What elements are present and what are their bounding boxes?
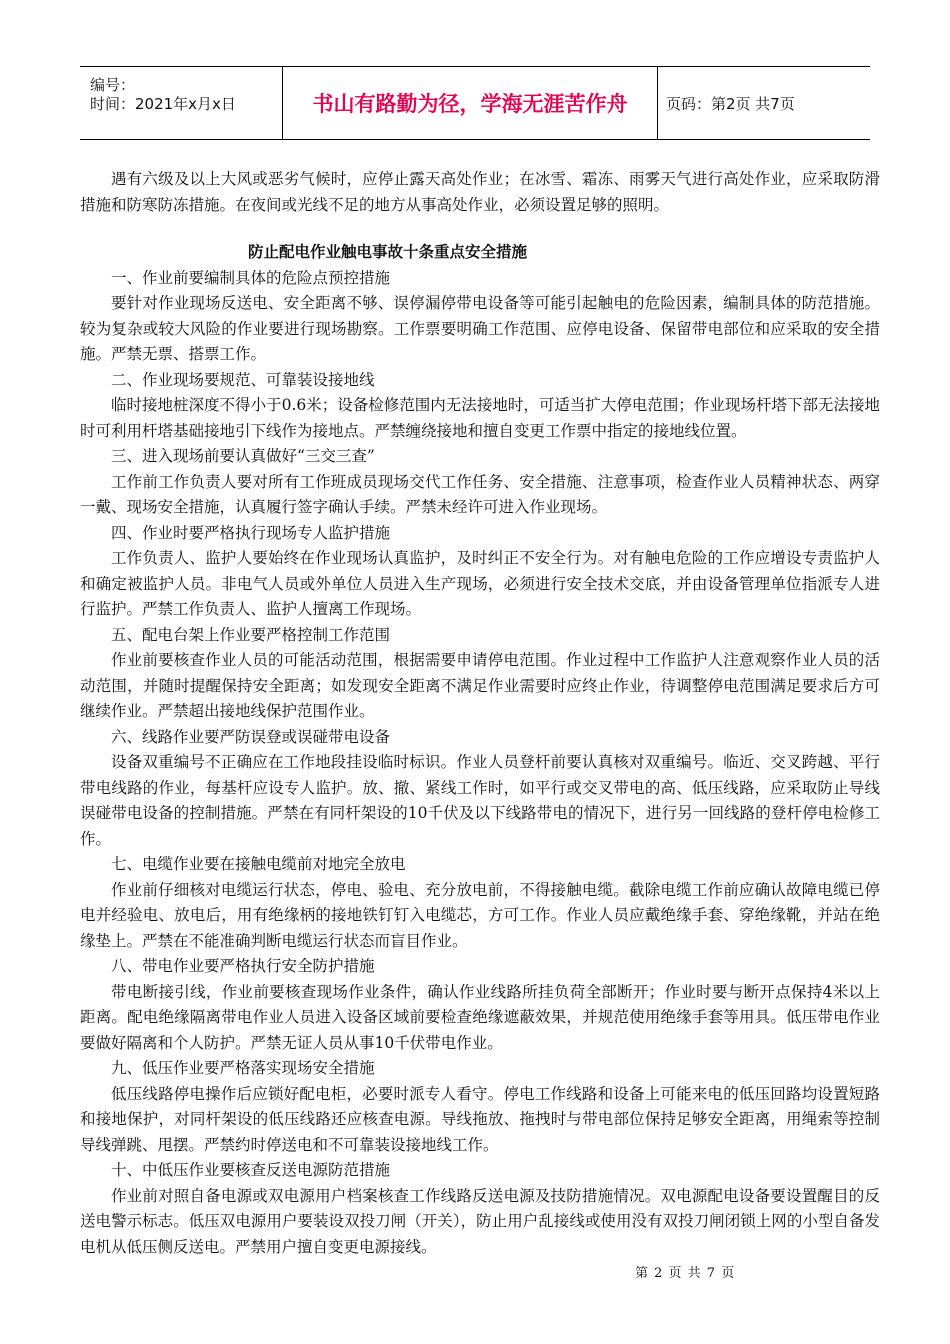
section-heading: 三、进入现场前要认真做好“三交三查”: [111, 447, 375, 465]
section-body: 设备双重编号不正确应在工作地段挂设临时标识。作业人员登杆前要认真核对双重编号。临近、交叉跨越、平行带电线路的作业，每基杆应设专人监护。放、撤、紧线工作时，如平行或交叉带电的高、低压线路，应采取防止导线误碰带电设备的控制措施。严禁在有同杆架设的10千伏及以下线路带电的情况下，进行另一回线路的登杆停电检修工作。: [80, 753, 880, 848]
section-heading: 八、带电作业要严格执行安全防护措施: [111, 957, 375, 975]
section-body: 工作负责人、监护人要始终在作业现场认真监护，及时纠正不安全行为。对有触电危险的工作应增设专责监护人和确定被监护人员。非电气人员或外单位人员进入生产现场，必须进行安全技术交底，并由设备管理单位指派专人进行监护。严禁工作负责人、监护人擅离工作现场。: [80, 549, 880, 618]
section-heading: 五、配电台架上作业要严格控制工作范围: [111, 625, 391, 644]
number-label: 编号：: [90, 76, 136, 94]
header-meta: [80, 67, 283, 139]
section-body: 作业前对照自备电源或双电源用户档案核查工作线路反送电源及技防措施情况。双电源配电设备要设置醒目的反送电警示标志。低压双电源用户要装设双投刀闸（开关），防止用户乱接线或使用没有双投刀闸闭锁上网的小型自备发电机从低压侧反送电。严禁用户擅自变更电源接线。: [80, 1186, 880, 1256]
section-body: 带电断接引线，作业前要核查现场作业条件，确认作业线路所挂负荷全部断开；作业时要与断开点保持4米以上距离。配电绝缘隔离带电作业人员进入设备区域前要检查绝缘遮蔽效果，并规范使用绝缘手套等用具。低压带电作业要做好隔离和个人防护。严禁无证人员从事10千伏带电作业。: [80, 982, 880, 1052]
document-body: [80, 167, 880, 1260]
page-footer: 第 2 页 共 7 页: [635, 1266, 736, 1281]
section-heading: 十、中低压作业要核查反送电源防范措施: [111, 1161, 391, 1179]
page-header: [80, 66, 870, 140]
section-heading: 二、作业现场要规范、可靠装设接地线: [111, 370, 375, 389]
section-heading: 七、电缆作业要在接触电缆前对地完全放电: [111, 855, 406, 873]
section-body: 要针对作业现场反送电、安全距离不够、误停漏停带电设备等可能引起触电的危险因素，编制具体的防范措施。较为复杂或较大风险的作业要进行现场勘察。工作票要明确工作范围、应停电设备、保留带电部位和应采取的安全措施。严禁无票、搭票工作。: [80, 294, 880, 363]
section-body: 工作前工作负责人要对所有工作班成员现场交代工作任务、安全措施、注意事项，检查作业人员精神状态、两穿一戴、现场安全措施，认真履行签字确认手续。严禁未经许可进入作业现场。: [80, 472, 880, 516]
header-page-info: 页码：第2页 共7页: [666, 94, 795, 113]
section-heading: 一、作业前要编制具体的危险点预控措施: [111, 268, 391, 287]
header-motto: 书山有路勤为径，学海无涯苦作舟: [283, 67, 658, 139]
time-label: 时间：2021年x月x日: [90, 95, 236, 113]
section-body: 临时接地桩深度不得小于0.6米；设备检修范围内无法接地时，可适当扩大停电范围；作业现场杆塔下部无法接地时可利用杆塔基础接地引下线作为接地点。严禁缠绕接地和擅自变更工作票中指定的接地线位置。: [80, 396, 880, 440]
section-body: 作业前仔细核对电缆运行状态，停电、验电、充分放电前，不得接触电缆。截除电缆工作前应确认故障电缆已停电并经验电、放电后，用有绝缘柄的接地铁钉钉入电缆芯，方可工作。作业人员应戴绝缘手套、穿绝缘靴，并站在绝缘垫上。严禁在不能准确判断电缆运行状态而盲目作业。: [80, 880, 880, 950]
section-heading: 六、线路作业要严防误登或误碰带电设备: [111, 727, 391, 746]
document-title: 防止配电作业触电事故十条重点安全措施: [248, 243, 528, 261]
section-body: 作业前要核查作业人员的可能活动范围，根据需要申请停电范围。作业过程中工作监护人注意观察作业人员的活动范围，并随时提醒保持安全距离；如发现安全距离不满足作业需要时应终止作业，待调整停电范围满足要求后方可继续作业。严禁超出接地线保护范围作业。: [80, 651, 880, 720]
section-heading: 四、作业时要严格执行现场专人监护措施: [111, 523, 391, 542]
section-body: 低压线路停电操作后应锁好配电柜，必要时派专人看守。停电工作线路和设备上可能来电的低压回路均设置短路和接地保护，对同杆架设的低压线路还应核查电源。导线拖放、拖拽时与带电部位保持足够安全距离，用绳索等控制导线弹跳、甩摆。严禁约时停送电和不可靠装设接地线工作。: [80, 1084, 880, 1154]
intro-paragraph: 遇有六级及以上大风或恶劣气候时，应停止露天高处作业；在冰雪、霜冻、雨雾天气进行高处作业，应采取防滑措施和防寒防冻措施。在夜间或光线不足的地方从事高处作业，必须设置足够的照明。: [80, 170, 880, 214]
section-heading: 九、低压作业要严格落实现场安全措施: [111, 1059, 375, 1077]
